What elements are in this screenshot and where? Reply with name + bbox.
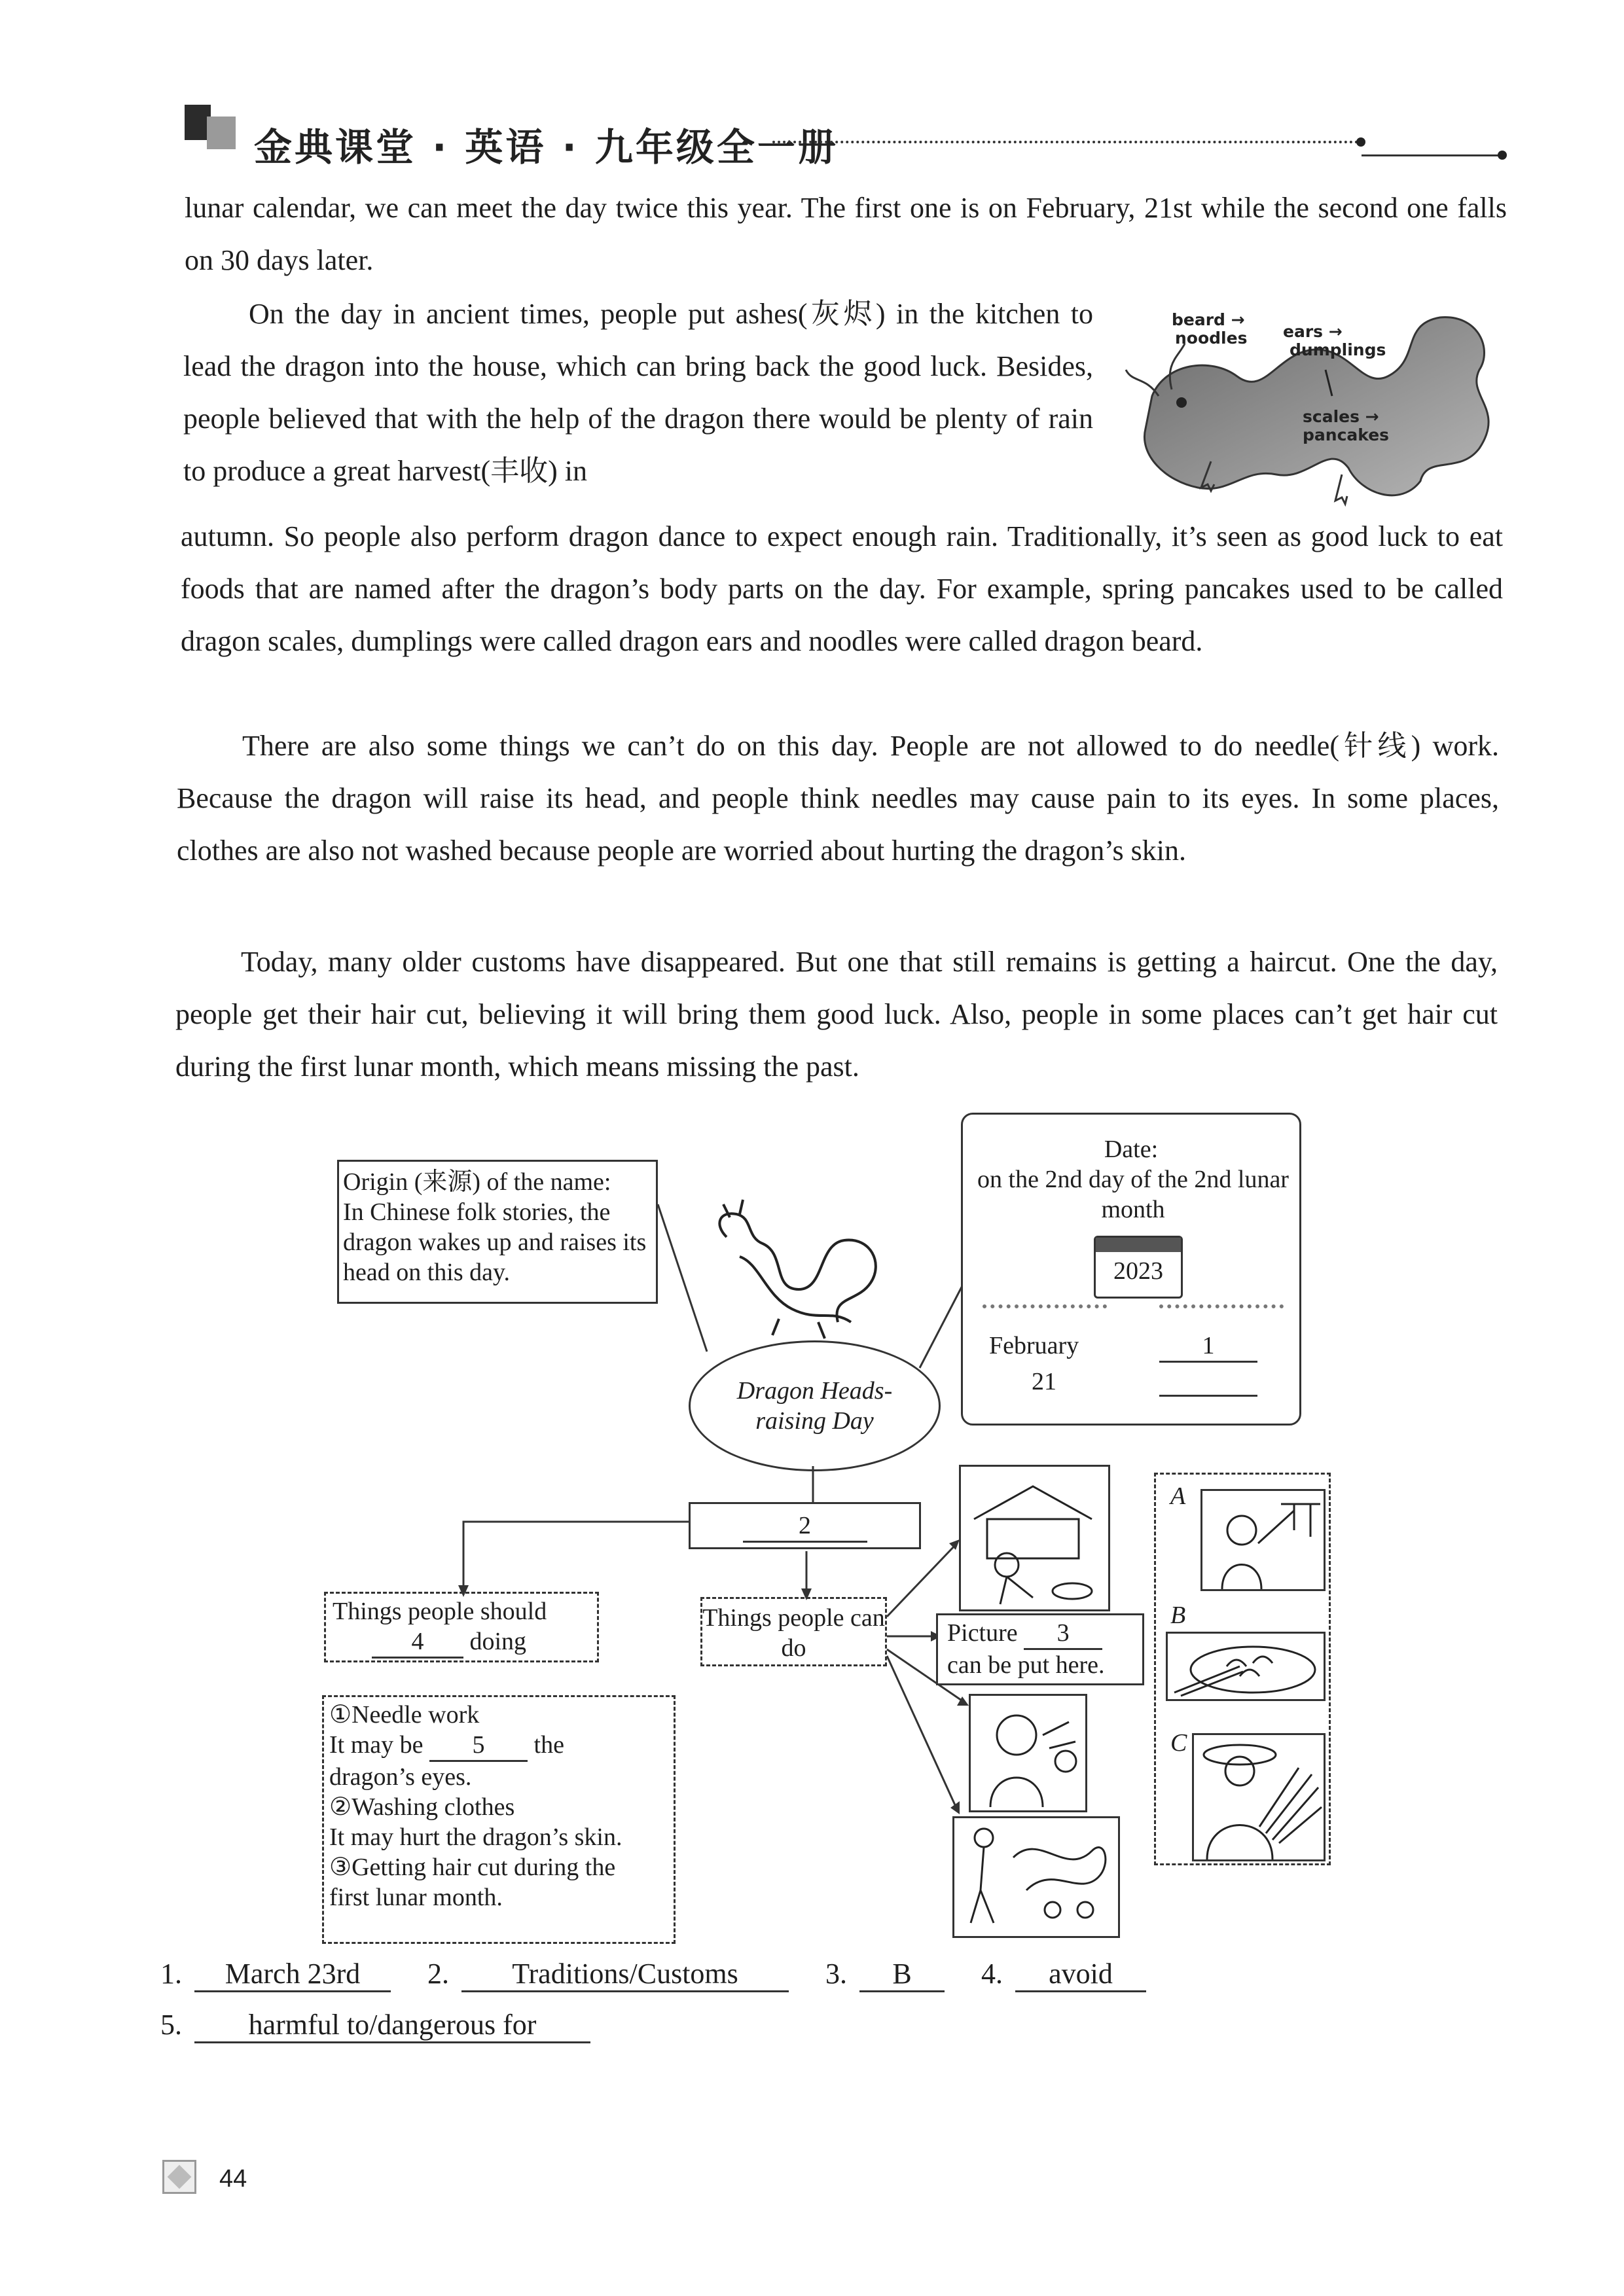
list-item-2b: It may hurt the dragon’s skin. [329,1823,623,1851]
picture-post: can be put here. [947,1651,1105,1679]
blank-5[interactable]: 5 [429,1730,528,1762]
dragon-label-scales: scales → [1303,407,1379,426]
paragraph-3: There are also some things we can’t do on this day. People are not allowed to do needle(针线) work. Because the dragon will raise its head, and people think needles may cause pain to its eyes. In some places, clothes are also not washed because people are worried about hurting the dragon’s skin. [177,730,1499,867]
answer-5: harmful to/dangerous for [194,2008,590,2043]
can-do-box: Things people can do [700,1597,887,1666]
origin-box [337,1160,658,1304]
answer-4: avoid [1015,1957,1146,1992]
list-item-3: ③Getting hair cut during the [329,1854,616,1881]
paragraph-1: lunar calendar, we can meet the day twice this year. The first one is on February, 21st while the second one falls on 30 days later. [185,192,1507,276]
origin-heading: Origin (来源) of the name: [343,1168,611,1196]
not-allowed-list [322,1695,676,1944]
date-line: on the 2nd day of the 2nd lunar month [977,1166,1289,1223]
dragon-label-beard: beard → [1172,310,1245,329]
date-february: February [989,1332,1079,1359]
answers-row-1 [160,1957,1470,1992]
answer-3: B [859,1957,945,1992]
blank-3[interactable]: 3 [1024,1618,1102,1650]
option-c-image[interactable] [1192,1733,1326,1861]
date-box [961,1113,1301,1426]
box-blank-2 [689,1502,921,1549]
answer-2-number: 2. [427,1958,449,1990]
list-item-1: ①Needle work [329,1701,480,1729]
should-avoid-prefix: Things people should [333,1598,547,1625]
answer-1: March 23rd [194,1957,391,1992]
option-a-image[interactable] [1200,1489,1326,1591]
date-21: 21 [1032,1368,1056,1395]
dragon-label-noodles: noodles [1175,329,1248,348]
header-title: 金典课堂 · 英语 · 九年级全一册 [254,125,839,170]
answer-3-number: 3. [825,1958,847,1990]
page-number: 44 [219,2165,247,2193]
answer-5-number: 5. [160,2009,182,2041]
paragraph-2-continued: autumn. So people also perform dragon dance to expect enough rain. Traditionally, it’s seen as good luck to eat foods that are named after the dragon’s body parts on the day. For example, spring pancakes used to be called dragon scales, dumplings were called dragon ears and noodles were called dragon beard. [181,520,1503,657]
option-a-label: A [1170,1482,1186,1510]
option-c-label: C [1170,1729,1187,1757]
page-number-box [162,2160,196,2194]
answer-1-number: 1. [160,1958,182,1990]
picture-3-box [936,1613,1144,1685]
answers-row-2 [160,2008,1470,2043]
should-avoid-box [324,1592,599,1662]
dragon-icon [700,1198,897,1342]
list-item-1b-post: the [533,1731,564,1759]
picture-pre: Picture [947,1619,1018,1647]
answer-2: Traditions/Customs [461,1957,789,1992]
center-topic-text: Dragon Heads-raising Day [736,1377,893,1435]
should-avoid-suffix: doing [469,1628,527,1655]
list-item-1c: dragon’s eyes. [329,1763,472,1791]
calendar-icon [1094,1236,1183,1299]
dragon-label-dumplings: dumplings [1290,340,1386,359]
dragon-label-pancakes: pancakes [1303,425,1390,444]
date-blank-1[interactable]: 1 [1159,1331,1257,1363]
option-b-label: B [1170,1602,1186,1629]
options-box [1154,1473,1331,1865]
list-item-2: ②Washing clothes [329,1793,515,1821]
paragraph-4: Today, many older customs have disappeared. But one that still remains is getting a haircut. One the day, people get their hair cut, believing it will bring them good luck. Also, people in some places can’t get hair cut during the first lunar month, which means missing the past. [175,946,1498,1083]
list-item-1b-pre: It may be [329,1731,424,1759]
picture-dragon-dance-panel [952,1816,1120,1938]
diamond-icon [168,2165,192,2189]
origin-text: In Chinese folk stories, the dragon wakes up and raises its head on this day. [343,1198,647,1286]
date-blank-empty[interactable] [1159,1395,1257,1397]
paragraph-2: On the day in ancient times, people put ashes(灰烬) in the kitchen to lead the dragon into the house, which can bring back the good luck. Besides, people believed that with the help of the dragon there would be plenty of rain to produce a great harvest(丰收) in [183,298,1093,487]
dragon-label-ears: ears → [1283,322,1343,341]
blank-2[interactable]: 2 [743,1511,867,1543]
blank-4[interactable]: 4 [372,1626,463,1659]
calendar-year: 2023 [1113,1257,1163,1285]
date-label: Date: [1104,1136,1159,1163]
list-item-3b: first lunar month. [329,1884,503,1911]
answer-4-number: 4. [981,1958,1003,1990]
option-b-image[interactable] [1166,1632,1326,1701]
picture-ashes-panel [959,1465,1110,1611]
picture-haircut-panel [969,1694,1087,1812]
center-topic-ellipse [689,1340,941,1471]
